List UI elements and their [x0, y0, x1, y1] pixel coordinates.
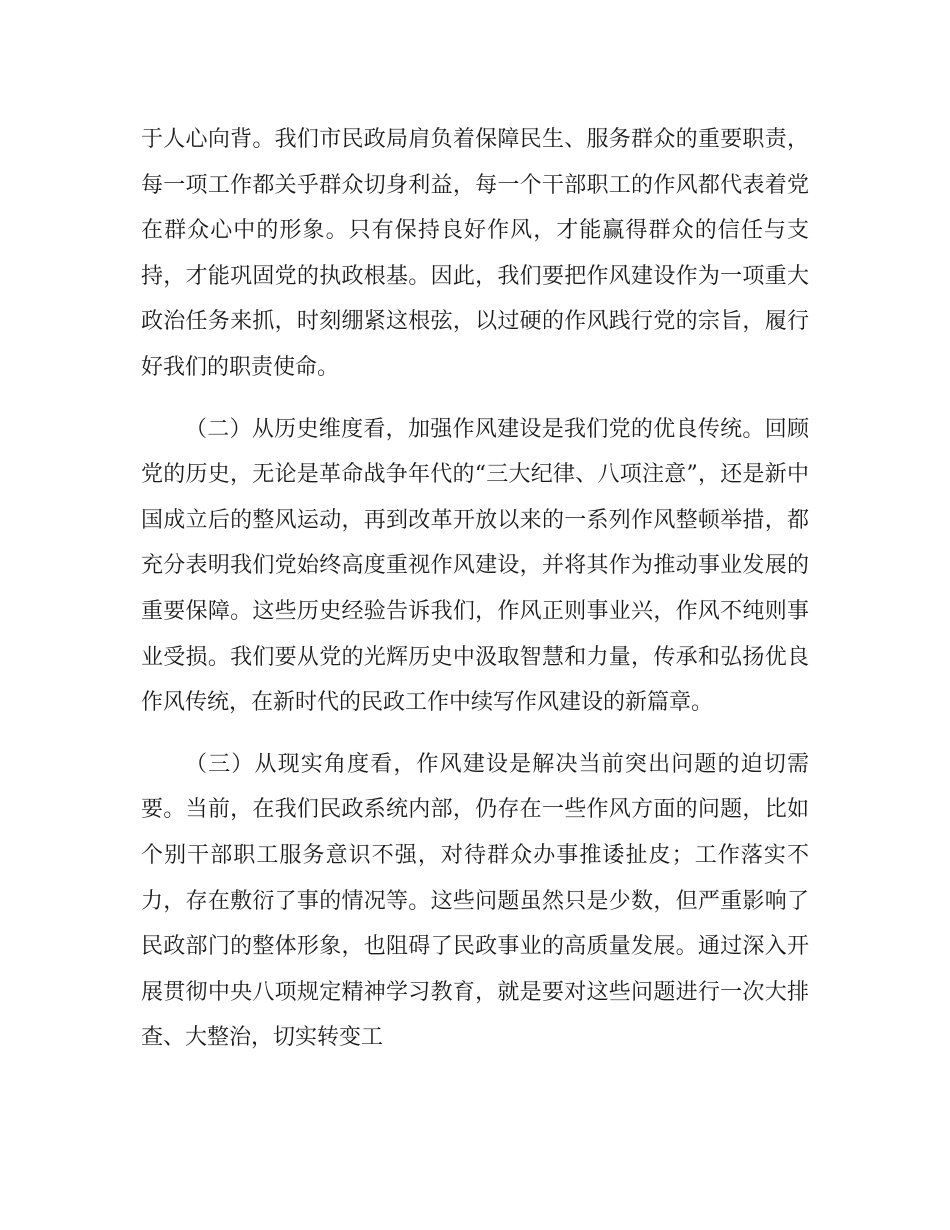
paragraph-practical-perspective: （三）从现实角度看，作风建设是解决当前突出问题的迫切需要。当前，在我们民政系统内部，仍存在一些作风方面的问题，比如个别干部职工服务意识不强，对待群众办事推诿扯皮；工作落实不力，存在敷衍了事的情况等。这些问题虽然只是少数，但严重影响了民政部门的整体形象，也阻碍了民政事业的高质量发展。通过深入开展贯彻中央八项规定精神学习教育，就是要对这些问题进行一次大排查、大整治，切实转变工: [141, 751, 809, 1051]
paragraph-continuation: 于人心向背。我们市民政局肩负着保障民生、服务群众的重要职责，每一项工作都关乎群众切身利益，每一个干部职工的作风都代表着党在群众心中的形象。只有保持良好作风，才能赢得群众的信任与支持，才能巩固党的执政根基。因此，我们要把作风建设作为一项重大政治任务来抓，时刻绷紧这根弦，以过硬的作风践行党的宗旨，履行好我们的职责使命。: [141, 127, 809, 380]
document-page: [141, 117, 809, 1061]
paragraph-historical-dimension: （二）从历史维度看，加强作风建设是我们党的优良传统。回顾党的历史，无论是革命战争年代的“三大纪律、八项注意”，还是新中国成立后的整风运动，再到改革开放以来的一系列作风整顿举措，都充分表明我们党始终高度重视作风建设，并将其作为推动事业发展的重要保障。这些历史经验告诉我们，作风正则事业兴，作风不纯则事业受损。我们要从党的光辉历史中汲取智慧和力量，传承和弘扬优良作风传统，在新时代的民政工作中续写作风建设的新篇章。: [141, 416, 809, 716]
